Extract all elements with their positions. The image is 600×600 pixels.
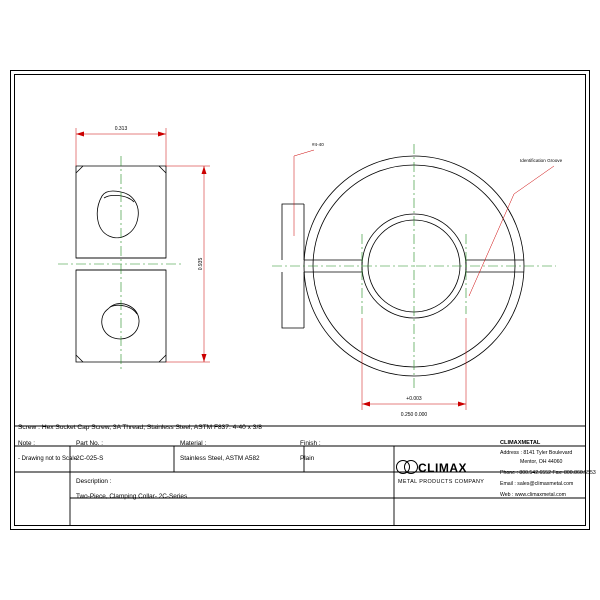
company-web: Web : www.climaxmetal.com xyxy=(500,492,566,498)
material-label: Material : xyxy=(180,440,207,447)
front-view-screw-hole-lower xyxy=(102,304,139,339)
material-value: Stainless Steel, ASTM A582 xyxy=(180,455,260,462)
front-view-chamfer-br xyxy=(159,355,166,362)
front-dim-arrow-top xyxy=(202,166,207,174)
company-name: CLIMAXMETAL xyxy=(500,440,541,446)
bore-dim-text: 0.250 0.000 xyxy=(400,412,428,418)
company-address: Address : 8141 Tyler Boulevard xyxy=(500,450,573,456)
part-no-label: Part No. : xyxy=(76,440,103,447)
front-view-screw-pocket-upper-inner xyxy=(104,195,134,202)
company-email: Email : sales@climaxmetal.com xyxy=(500,481,574,487)
side-view-leaders xyxy=(294,150,554,410)
front-view-width-dim-text: 0.313 xyxy=(114,126,128,132)
bore-dim-arrow-right xyxy=(458,402,466,407)
finish-value: Plain xyxy=(300,455,315,462)
front-view-height-dim-text: 0.935 xyxy=(198,257,204,271)
company-city: Mentor, OH 44060 xyxy=(520,459,563,465)
description-label: Description : xyxy=(76,478,112,485)
front-dim-arrow-left xyxy=(76,132,84,137)
front-view-chamfer-bl xyxy=(76,355,83,362)
company-phone: Phone : 800.542.6552 Fax: 800.860.5553 xyxy=(500,470,596,476)
part-no-value: 2C-025-S xyxy=(76,455,104,462)
bore-tolerance-text: +0.003 xyxy=(406,396,422,402)
front-dim-arrow-right xyxy=(158,132,166,137)
finish-label: Finish : xyxy=(300,440,321,447)
screw-callout-text: #4-40 xyxy=(312,142,324,147)
note-label: Note : xyxy=(18,440,36,447)
side-view-boss-lower xyxy=(282,272,304,328)
front-view-chamfer-tl xyxy=(76,166,83,173)
logo-name: CLIMAX xyxy=(418,461,467,475)
front-view-screw-hole-lower-inner xyxy=(110,305,137,314)
front-view-centerlines xyxy=(58,156,184,372)
front-dim-arrow-bottom xyxy=(202,354,207,362)
front-view-chamfer-tr xyxy=(159,166,166,173)
logo-ring-inner xyxy=(404,460,418,474)
logo-subtitle: METAL PRODUCTS COMPANY xyxy=(398,479,485,485)
screw-note: Screw : Hex Socket Cap Screw, 3A Thread, Stainless Steel, ASTM F837: 4-40 x 3/8 xyxy=(18,424,262,431)
side-view-centerlines xyxy=(272,144,556,388)
front-view-dimensions xyxy=(76,128,210,362)
bore-dim-arrow-left xyxy=(362,402,370,407)
note-value: - Drawing not to Scale xyxy=(18,456,78,462)
front-view-screw-pocket-upper xyxy=(97,191,138,238)
side-view-boss-upper xyxy=(282,204,304,260)
groove-callout-text: Identification Groove xyxy=(520,158,563,163)
description-value: Two-Piece, Clamping Collar- 2C-Series xyxy=(76,493,188,500)
groove-callout-leader xyxy=(469,166,554,296)
